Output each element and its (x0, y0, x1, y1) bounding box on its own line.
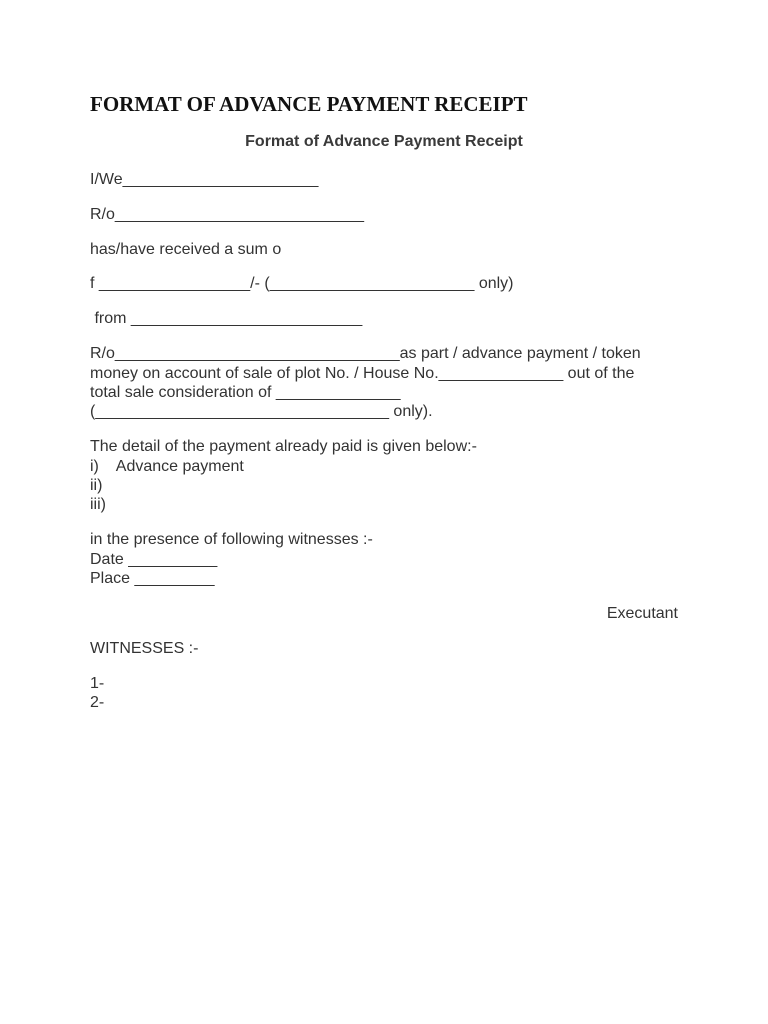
date-line: Date __________ (90, 551, 218, 568)
residence-line-1: R/o____________________________ (90, 206, 365, 223)
witnesses-presence-line: in the presence of following witnesses :- (90, 531, 373, 548)
from-line: from __________________________ (90, 310, 363, 327)
only-words-line: (_________________________________ only). (90, 403, 433, 420)
money-on-account-line: money on account of sale of plot No. / House No.______________ out of the (90, 365, 635, 382)
document-subtitle: Format of Advance Payment Receipt (245, 133, 523, 150)
payment-item-ii: ii) (90, 477, 103, 494)
amount-line: f _________________/- (_______________________ only) (90, 275, 514, 292)
residence-line-2: R/o________________________________as part / advance payment / token (90, 345, 641, 362)
received-line: has/have received a sum o (90, 241, 282, 258)
payment-item-iii: iii) (90, 496, 106, 513)
payment-detail-intro: The detail of the payment already paid is given below:- (90, 438, 477, 455)
place-line: Place _________ (90, 570, 215, 587)
total-sale-line: total sale consideration of ______________ (90, 384, 401, 401)
witnesses-heading: WITNESSES :- (90, 640, 199, 657)
executant-label: Executant (606, 605, 678, 622)
document-title: FORMAT OF ADVANCE PAYMENT RECEIPT (90, 92, 528, 116)
i-we-line: I/We______________________ (90, 171, 319, 188)
witness-1: 1- (90, 675, 105, 692)
payment-item-i: i) Advance payment (90, 458, 244, 475)
witness-2: 2- (90, 694, 105, 711)
